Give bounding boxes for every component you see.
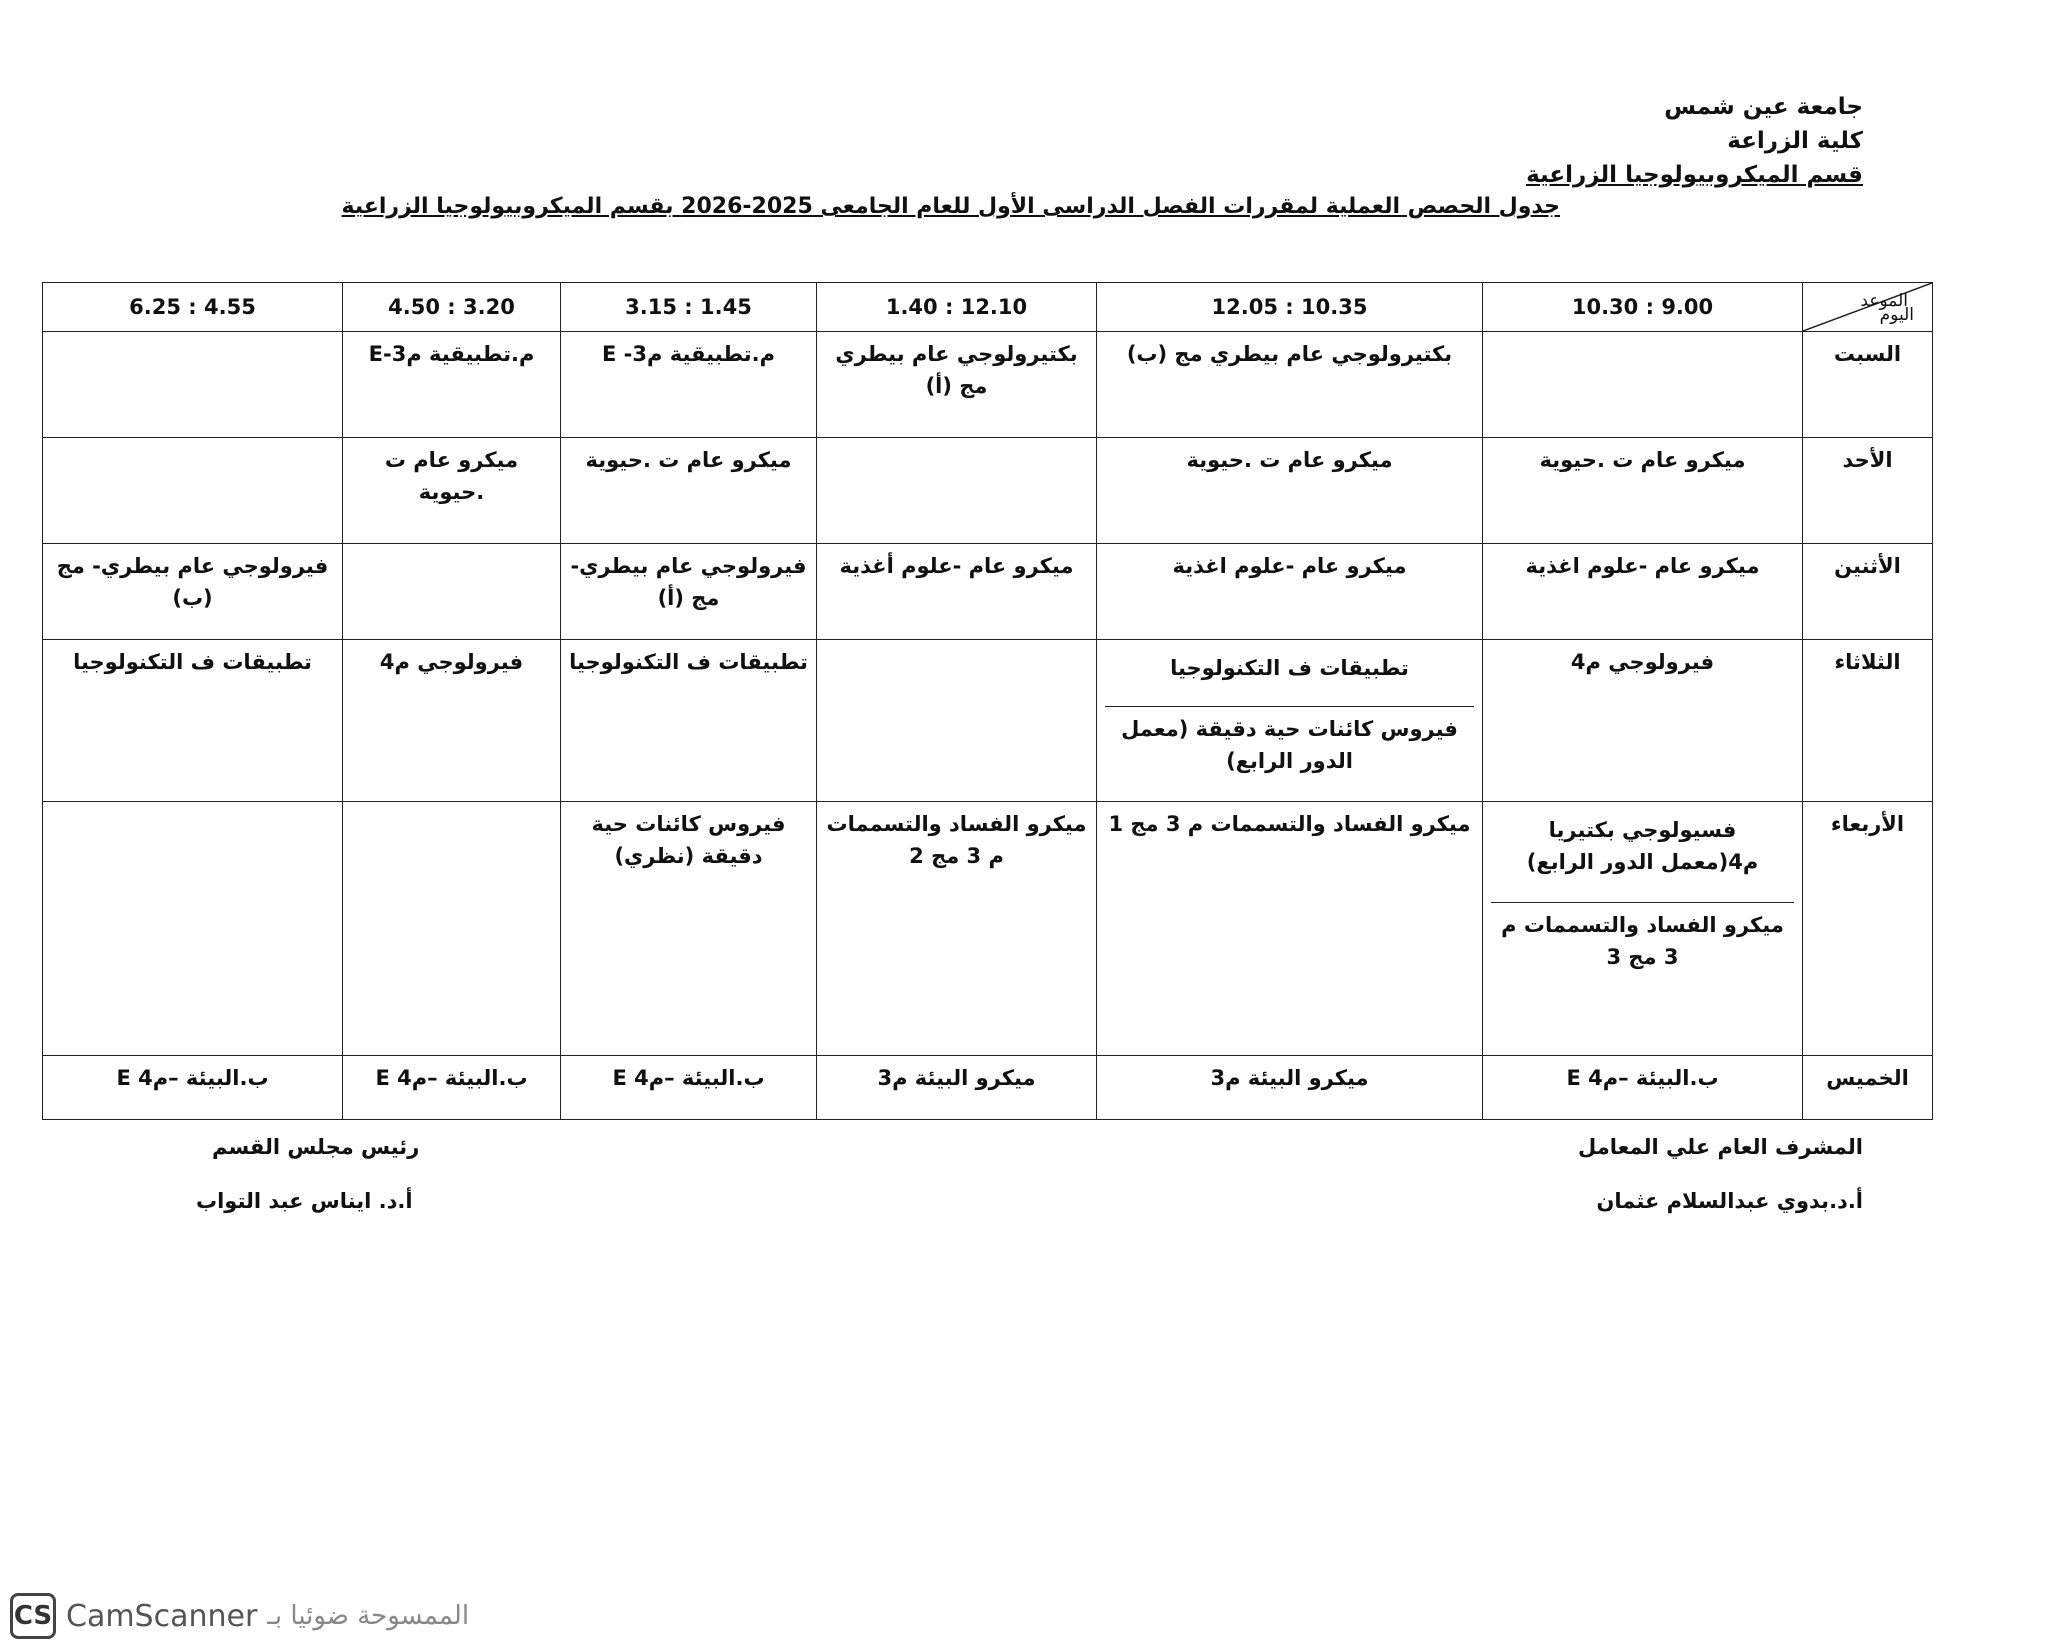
table-row-monday: [43, 544, 1933, 640]
table-cell: [343, 544, 561, 640]
department-head-title: رئيس مجلس القسم: [212, 1135, 420, 1159]
corner-day-label: اليوم: [1879, 305, 1914, 325]
table-cell: فيرولوجي م4: [1483, 640, 1803, 802]
table-cell: م.تطبيقية م3-E: [343, 332, 561, 438]
table-cell: م.تطبيقية م3- E: [561, 332, 817, 438]
table-cell: [343, 802, 561, 1056]
university-name: جامعة عين شمس: [1664, 94, 1863, 120]
table-cell: فيروس كائنات حية دقيقة (نظري): [561, 802, 817, 1056]
table-row-thursday: [43, 1056, 1933, 1120]
camscanner-brand: CamScanner: [66, 1598, 258, 1634]
table-subcell: فسيولوجي بكتيريا م4(معمل الدور الرابع): [1491, 808, 1794, 903]
table-cell: [1483, 332, 1803, 438]
table-cell: فيرولوجي عام بيطري- مج (أ): [561, 544, 817, 640]
schedule-table: [42, 282, 1933, 1120]
day-label: الأربعاء: [1803, 802, 1933, 1056]
table-row-wednesday: [43, 802, 1933, 1056]
table-header-row: [43, 283, 1933, 332]
table-cell: فيرولوجي عام بيطري- مج (ب): [43, 544, 343, 640]
slot-header: 4.55 : 6.25: [43, 283, 343, 332]
table-cell: بكتيرولوجي عام بيطري مج (أ): [817, 332, 1097, 438]
slot-header: 3.20 : 4.50: [343, 283, 561, 332]
supervisor-name: أ.د.بدوي عبدالسلام عثمان: [1596, 1189, 1863, 1213]
table-subcell: تطبيقات ف التكنولوجيا: [1105, 646, 1474, 707]
slot-header: 10.35 : 12.05: [1097, 283, 1483, 332]
supervisor-title: المشرف العام علي المعامل: [1578, 1135, 1863, 1159]
table-cell: [817, 640, 1097, 802]
camscanner-watermark: [10, 1592, 469, 1640]
department-head-name: أ.د. ايناس عبد التواب: [196, 1189, 413, 1213]
table-cell: ميكرو عام ت .حيوية: [343, 438, 561, 544]
table-row-saturday: [43, 332, 1933, 438]
table-cell: تطبيقات ف التكنولوجيا: [43, 640, 343, 802]
table-cell: [817, 438, 1097, 544]
day-label: الأثنين: [1803, 544, 1933, 640]
table-cell-split: [1097, 640, 1483, 802]
table-cell: ميكرو الفساد والتسممات م 3 مج 1: [1097, 802, 1483, 1056]
table-subcell: ميكرو الفساد والتسممات م 3 مج 3: [1501, 913, 1784, 969]
table-cell: ميكرو عام ت .حيوية: [1483, 438, 1803, 544]
slot-header: 1.45 : 3.15: [561, 283, 817, 332]
table-cell: ب.البيئة –م4 E: [343, 1056, 561, 1120]
table-row-sunday: [43, 438, 1933, 544]
table-cell: ب.البيئة –م4 E: [1483, 1056, 1803, 1120]
table-cell: فيرولوجي م4: [343, 640, 561, 802]
table-cell: تطبيقات ف التكنولوجيا: [561, 640, 817, 802]
table-cell: ميكرو عام ت .حيوية: [1097, 438, 1483, 544]
day-label: الثلاثاء: [1803, 640, 1933, 802]
table-cell: ميكرو الفساد والتسممات م 3 مج 2: [817, 802, 1097, 1056]
table-cell: [43, 332, 343, 438]
table-cell: ميكرو عام -علوم اغذية: [1097, 544, 1483, 640]
page-title: جدول الحصص العملية لمقررات الفصل الدراسى الأول للعام الجامعى 2025-2026 بقسم الميكروبيولوجيا الزراعية: [341, 194, 1560, 219]
table-cell: ميكرو عام -علوم اغذية: [1483, 544, 1803, 640]
slot-header: 9.00 : 10.30: [1483, 283, 1803, 332]
table-cell: ميكرو البيئة م3: [817, 1056, 1097, 1120]
table-cell: [43, 802, 343, 1056]
day-label: الأحد: [1803, 438, 1933, 544]
table-cell: ميكرو عام -علوم أغذية: [817, 544, 1097, 640]
faculty-name: كلية الزراعة: [1727, 128, 1863, 154]
table-cell-split: [1483, 802, 1803, 1056]
day-label: السبت: [1803, 332, 1933, 438]
corner-time-label: الموعد: [1860, 291, 1908, 311]
department-name: قسم الميكروبيولوجيا الزراعية: [1526, 162, 1863, 188]
table-row-tuesday: [43, 640, 1933, 802]
day-label: الخميس: [1803, 1056, 1933, 1120]
slot-header: 12.10 : 1.40: [817, 283, 1097, 332]
camscanner-logo-icon: CS: [10, 1593, 56, 1639]
table-cell: [43, 438, 343, 544]
camscanner-caption: الممسوحة ضوئيا بـ: [267, 1601, 470, 1631]
table-cell: ميكرو البيئة م3: [1097, 1056, 1483, 1120]
table-cell: ب.البيئة –م4 E: [43, 1056, 343, 1120]
table-cell: بكتيرولوجي عام بيطري مج (ب): [1097, 332, 1483, 438]
table-subcell: فيروس كائنات حية دقيقة (معمل الدور الرابع): [1121, 717, 1458, 773]
table-cell: ب.البيئة –م4 E: [561, 1056, 817, 1120]
table-cell: ميكرو عام ت .حيوية: [561, 438, 817, 544]
corner-cell: [1803, 283, 1933, 332]
